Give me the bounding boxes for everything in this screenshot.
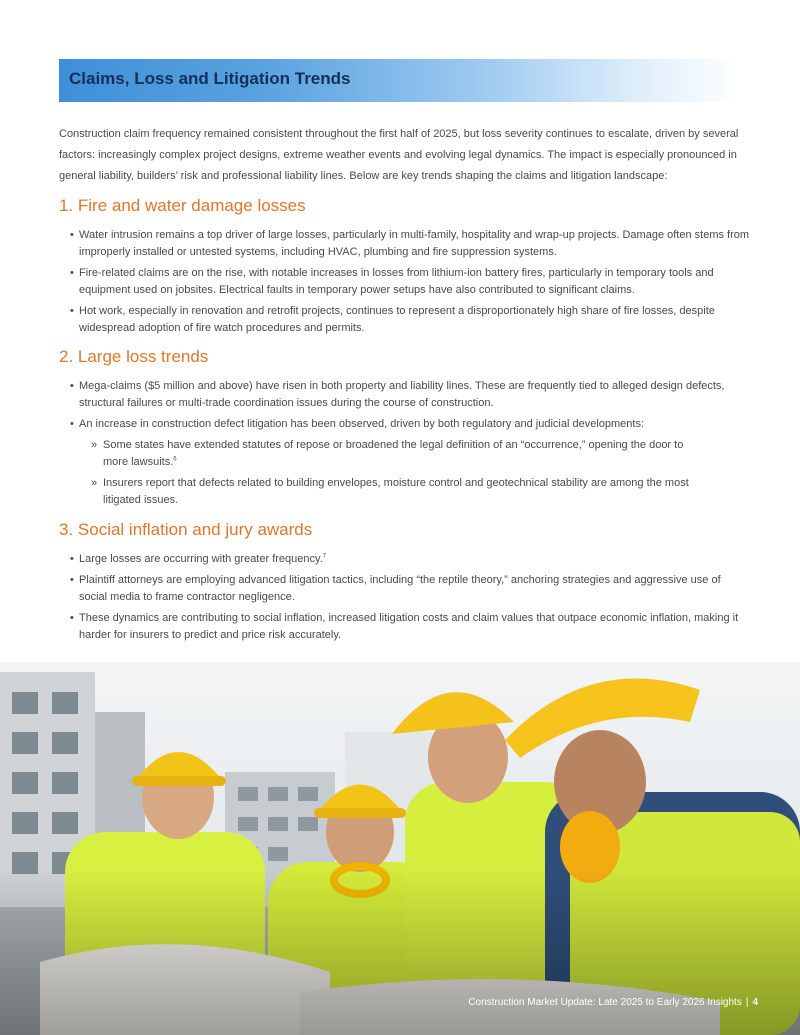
sub-list-item (79, 437, 689, 471)
construction-workers-photo (0, 662, 800, 1035)
footer-title: Construction Market Update: Late 2025 to Early 2026 Insights (468, 997, 742, 1008)
footnote-ref: 7 (322, 553, 327, 560)
social-inflation-list (70, 551, 750, 648)
sub-bullet-text: Insurers report that defects related to building envelopes, moisture control and geotechnical stability are among the most litigated issues. (103, 477, 689, 506)
bullet-marker: • (70, 267, 74, 279)
list-item (70, 227, 750, 261)
bullet-text: Water intrusion remains a top driver of large losses, particularly in multi-family, hospitality and wrap-up projects. Damage often stems from improperly installed or untested systems, including HVAC, plumbing and fire suppression systems. (79, 229, 750, 258)
list-item (70, 265, 750, 299)
bullet-text: Large losses are occurring with greater frequency. (79, 553, 323, 565)
bullet-text: Hot work, especially in renovation and retrofit projects, continues to represent a disproportionately high share of fire losses, despite widespread adoption of fire watch procedures and permits. (79, 305, 715, 334)
bullet-marker: • (70, 380, 74, 392)
sub-bullet-marker: » (91, 439, 98, 451)
page-number: 4 (752, 997, 758, 1008)
section-heading-large-loss: 2. Large loss trends (59, 347, 209, 366)
page-footer (468, 997, 758, 1008)
list-item (70, 610, 750, 644)
section-heading-fire-water: 1. Fire and water damage losses (59, 196, 306, 215)
list-item (70, 416, 750, 509)
bullet-marker: • (70, 305, 74, 317)
list-item (70, 378, 750, 412)
bullet-text: Fire-related claims are on the rise, with notable increases in losses from lithium-ion battery fires, particularly in temporary tools and equipment used on jobsites. Electrical faults in temporary power setups have also contributed to significant claims. (79, 267, 714, 296)
sub-list-item (79, 475, 689, 509)
page-title: Claims, Loss and Litigation Trends (69, 69, 351, 88)
section-heading-social-inflation: 3. Social inflation and jury awards (59, 520, 313, 539)
footer-separator: | (745, 997, 749, 1008)
section-banner (59, 59, 739, 102)
bullet-text: An increase in construction defect litigation has been observed, driven by both regulatory and judicial developments: (79, 418, 645, 430)
bullet-marker: • (70, 553, 74, 565)
list-item (70, 551, 750, 568)
list-item (70, 572, 750, 606)
bullet-text: Plaintiff attorneys are employing advanced litigation tactics, including “the reptile theory,” anchoring strategies and aggressive use of social media to frame contractor negligence. (79, 574, 721, 603)
fire-water-list (70, 227, 750, 341)
sub-bullet-marker: » (91, 477, 98, 489)
bullet-text: Mega-claims ($5 million and above) have risen in both property and liability lines. These are frequently tied to alleged design defects, structural failures or multi-trade coordination issues during the course of construction. (79, 380, 725, 409)
bullet-marker: • (70, 612, 74, 624)
bullet-marker: • (70, 418, 74, 430)
large-loss-list (70, 378, 750, 513)
intro-paragraph: Construction claim frequency remained consistent throughout the first half of 2025, but loss severity continues to escalate, driven by several factors: increasingly complex project designs, extreme weather events and evolving legal dynamics. The impact is especially pronounced in general liability, builders’ risk and professional liability lines. Below are key trends shaping the claims and litigation landscape: (59, 128, 739, 182)
sub-bullet-text: Some states have extended statutes of repose or broadened the legal definition of an “occurrence,” opening the door to more lawsuits. (103, 439, 684, 468)
bullet-text: These dynamics are contributing to social inflation, increased litigation costs and claim values that outpace economic inflation, making it harder for insurers to predict and price risk accurately. (79, 612, 739, 641)
defect-sublist (79, 437, 689, 509)
photo-illustration (0, 662, 800, 1035)
bullet-marker: • (70, 574, 74, 586)
list-item (70, 303, 750, 337)
footnote-ref: 6 (173, 456, 177, 463)
bullet-marker: • (70, 229, 74, 241)
